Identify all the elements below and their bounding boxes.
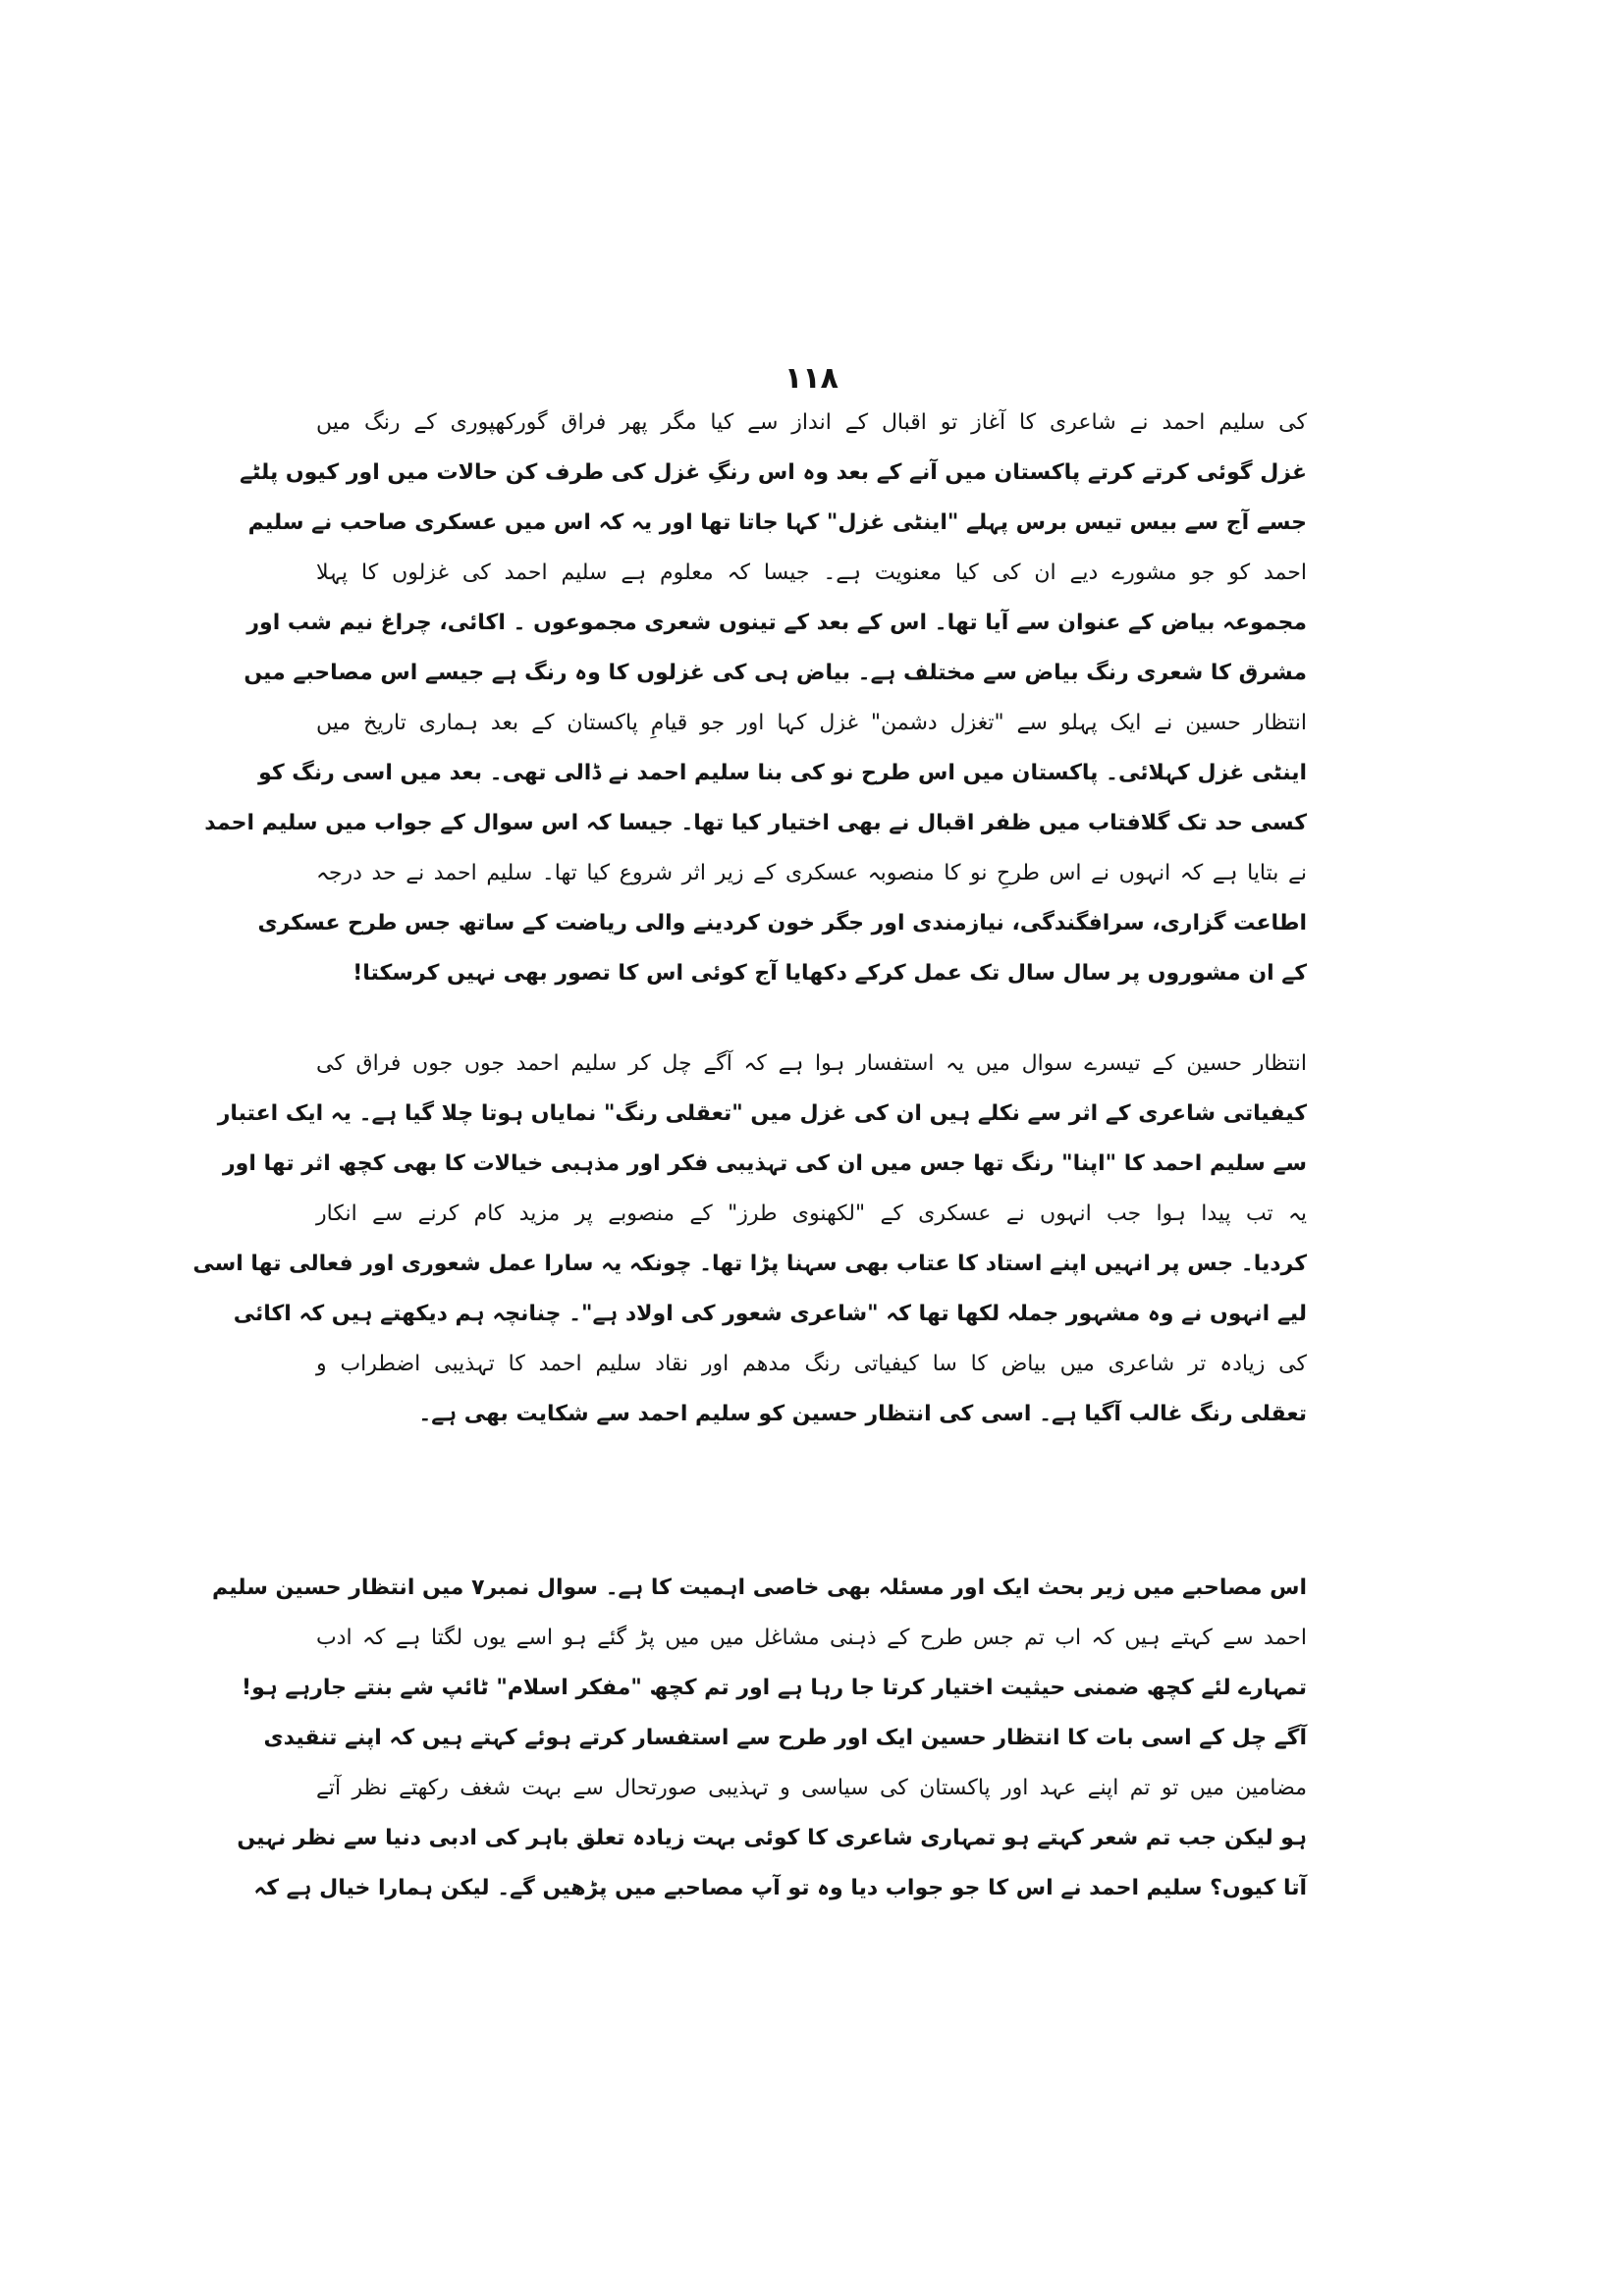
paragraph-1 xyxy=(204,398,1307,998)
paragraph-line: احمد کو جو مشورے دیے ان کی کیا معنویت ہے۔ جیسا کہ معلوم ہے سلیم احمد کی غزلوں کا پہلا xyxy=(316,561,1307,585)
paragraph-line: غزل گوئی کرتے کرتے پاکستان میں آنے کے بعد وہ اس رنگِ غزل کی طرف کن حالات میں اور کیوں پلٹے xyxy=(240,460,1307,485)
paragraph-line: ہو لیکن جب تم شعر کہتے ہو تمہاری شاعری کا کوئی بہت زیادہ تعلق باہر کی ادبی دنیا سے نظر نہیں xyxy=(237,1826,1307,1850)
paragraph-line: لیے انہوں نے وہ مشہور جملہ لکھا تھا کہ "شاعری شعور کی اولاد ہے"۔ چنانچہ ہم دیکھتے ہیں کہ اکائی xyxy=(233,1302,1307,1326)
paragraph-line: اینٹی غزل کہلائی۔ پاکستان میں اس طرح نو کی بنا سلیم احمد نے ڈالی تھی۔ بعد میں اسی رنگ کو xyxy=(258,761,1307,785)
paragraph-3 xyxy=(212,1563,1307,1913)
paragraph-line: انتظار حسین نے ایک پہلو سے "تغزل دشمن" غزل کہا اور جو قیامِ پاکستان کے بعد ہماری تاریخ میں xyxy=(316,711,1307,735)
paragraph-line: یہ تب پیدا ہوا جب انہوں نے عسکری کے "لکھنوی طرز" کے منصوبے پر مزید کام کرنے سے انکار xyxy=(316,1201,1307,1226)
paragraph-line: کردیا۔ جس پر انہیں اپنے استاد کا عتاب بھی سہنا پڑا تھا۔ چونکہ یہ سارا عمل شعوری اور فعالی تھا اسی xyxy=(192,1252,1307,1276)
paragraph-2 xyxy=(192,1039,1307,1439)
paragraph-line: انتظار حسین کے تیسرے سوال میں یہ استفسار ہوا ہے کہ آگے چل کر سلیم احمد جوں جوں فراق کی xyxy=(316,1051,1307,1076)
paragraph-line: سے سلیم احمد کا "اپنا" رنگ تھا جس میں ان کی تہذیبی فکر اور مذہبی خیالات کا بھی کچھ اثر تھا اور xyxy=(223,1151,1307,1176)
paragraph-line: کی سلیم احمد نے شاعری کا آغاز تو اقبال کے انداز سے کیا مگر پھر فراق گورکھپوری کے رنگ میں xyxy=(316,410,1307,435)
paragraph-line: کی زیادہ تر شاعری میں بیاض کا سا کیفیاتی رنگ مدھم اور نقاد سلیم احمد کا تہذیبی اضطراب و xyxy=(316,1352,1307,1376)
paragraph-line: مضامین میں تو تم اپنے عہد اور پاکستان کی سیاسی و تہذیبی صورتحال سے بہت شغف رکھتے نظر آتے xyxy=(316,1776,1307,1800)
paragraph-line: کسی حد تک گلافتاب میں ظفر اقبال نے بھی اختیار کیا تھا۔ جیسا کہ اس سوال کے جواب میں سلیم احمد xyxy=(204,811,1307,835)
paragraph-line: کیفیاتی شاعری کے اثر سے نکلے ہیں ان کی غزل میں "تعقلی رنگ" نمایاں ہوتا چلا گیا ہے۔ یہ ایک اعتبار xyxy=(217,1101,1307,1126)
paragraph-line: اس مصاحبے میں زیر بحث ایک اور مسئلہ بھی خاصی اہمیت کا ہے۔ سوال نمبر۷ میں انتظار حسین سلیم xyxy=(212,1575,1307,1600)
paragraph-line: کے ان مشوروں پر سال سال تک عمل کرکے دکھایا آج کوئی اس کا تصور بھی نہیں کرسکتا! xyxy=(352,961,1307,986)
paragraph-line: اطاعت گزاری، سرافگندگی، نیازمندی اور جگر خون کردینے والی ریاضت کے ساتھ جس طرح عسکری xyxy=(257,911,1307,935)
paragraph-line: جسے آج سے بیس تیس برس پہلے "اینٹی غزل" کہا جاتا تھا اور یہ کہ اس میں عسکری صاحب نے سلیم xyxy=(247,510,1307,535)
paragraph-line: آگے چل کے اسی بات کا انتظار حسین ایک اور طرح سے استفسار کرتے ہوئے کہتے ہیں کہ اپنے تنقیدی xyxy=(263,1726,1307,1750)
paragraph-line: آتا کیوں؟ سلیم احمد نے اس کا جو جواب دیا وہ تو آپ مصاحبے میں پڑھیں گے۔ لیکن ہمارا خیال ہے کہ xyxy=(253,1876,1307,1900)
paragraph-line: مجموعہ بیاض کے عنوان سے آیا تھا۔ اس کے بعد کے تینوں شعری مجموعوں ۔ اکائی، چراغ نیم شب اور xyxy=(246,611,1307,635)
paragraph-line: احمد سے کہتے ہیں کہ اب تم جس طرح کے ذہنی مشاغل میں میں پڑ گئے ہو اسے یوں لگتا ہے کہ ادب xyxy=(316,1626,1307,1650)
paragraph-line: تمہارے لئے کچھ ضمنی حیثیت اختیار کرتا جا رہا ہے اور تم کچھ "مفکر اسلام" ٹائپ شے بنتے جارہے ہو! xyxy=(242,1676,1307,1700)
paragraph-line: مشرق کا شعری رنگ بیاض سے مختلف ہے۔ بیاض ہی کی غزلوں کا وہ رنگ ہے جیسے اس مصاحبے میں xyxy=(243,661,1307,685)
page-number: ۱۱۸ xyxy=(784,361,839,396)
paragraph-line: نے بتایا ہے کہ انہوں نے اس طرحِ نو کا منصوبہ عسکری کے زیر اثر شروع کیا تھا۔ سلیم احمد نے حد درجہ xyxy=(316,861,1307,885)
paragraph-line: تعقلی رنگ غالب آگیا ہے۔ اسی کی انتظار حسین کو سلیم احمد سے شکایت بھی ہے۔ xyxy=(418,1402,1307,1426)
